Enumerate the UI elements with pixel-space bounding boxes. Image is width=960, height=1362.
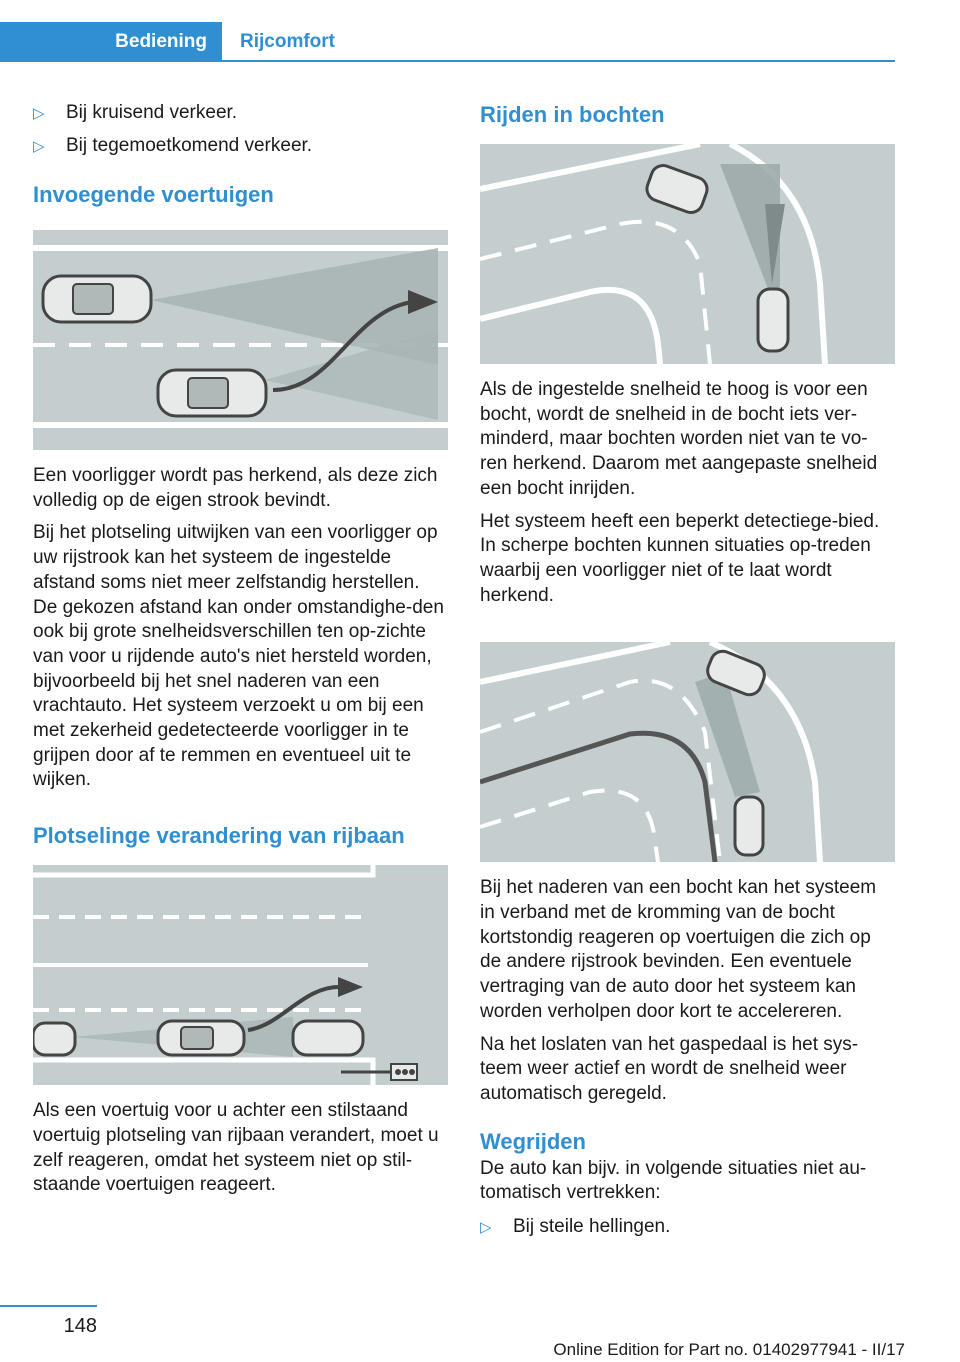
list-item-text: Bij kruisend verkeer. xyxy=(66,102,238,123)
bullet-triangle-icon: ▷ xyxy=(33,105,45,122)
footer-rule xyxy=(0,1305,97,1307)
header-rule xyxy=(222,60,895,62)
paragraph: Na het loslaten van het gaspedaal is het sys‐teem weer actief en wordt de snelheid weer automatisch geregeld. xyxy=(480,1033,859,1104)
tab-bediening[interactable]: Bediening xyxy=(0,22,222,62)
car-icon xyxy=(158,1021,244,1055)
car-icon xyxy=(758,289,788,351)
page-number: 148 xyxy=(63,1315,97,1337)
car-icon xyxy=(43,276,151,322)
car-icon xyxy=(293,1021,363,1055)
paragraph: De auto kan bijv. in volgende situaties niet au‐tomatisch vertrekken: xyxy=(480,1157,867,1204)
lane-change-figure xyxy=(33,865,448,1085)
list-item-text: Bij steile hellingen. xyxy=(513,1216,671,1238)
paragraph: Als de ingestelde snelheid te hoog is voor een bocht, wordt de snelheid in de bocht iets ver‐minderd, maar bochten worden niet van te vo‐ren herkend. Daarom met aangepaste snelheid een bocht inrijden. xyxy=(480,379,878,499)
paragraph: Een voorligger wordt pas herkend, als deze zich volledig op de eigen strook bevindt. xyxy=(33,465,438,511)
paragraph: Bij het naderen van een bocht kan het systeem in verband met de kromming van de bocht kortstondig reageren op voertuigen die zich op de andere rijstrook bevinden. Een eventuele vertraging van de auto door het systeem kan worden verholpen door kort te accelereren. xyxy=(480,877,877,1022)
paragraph: Als een voertuig voor u achter een stilstaand voertuig plotseling van rijbaan verandert, moet u zelf reageren, omdat het systeem niet op stil‐staande voertuigen reageert. xyxy=(33,1100,439,1196)
car-icon xyxy=(158,370,266,416)
bullet-triangle-icon: ▷ xyxy=(33,138,45,155)
edition-label: Online Edition for Part no. 01402977941 - II/17 xyxy=(553,1340,905,1359)
merging-vehicles-figure xyxy=(33,230,448,450)
paragraph: Bij het plotseling uitwijken van een voorligger op uw rijstrook kan het systeem de ingestelde afstand soms niet meer zelfstandig herstellen. De gekozen afstand kan onder omstandighe‐den ook bij grote snelheidsverschillen ten op‐zichte van voor u rijdende auto's niet hersteld worden, bijvoorbeeld bij het snel naderen van een vrachtauto. Het systeem verzoekt u om bij een met zekerheid gedetecteerde voorligger in te grijpen door af te remmen en eventueel uit te wijken. xyxy=(33,522,444,791)
section-heading: Wegrijden xyxy=(480,1128,586,1154)
section-heading: Rijden in bochten xyxy=(480,102,665,127)
list-item xyxy=(33,100,448,125)
paragraph: Het systeem heeft een beperkt detectiege‐bied. In scherpe bochten kunnen situaties op‐treden waarbij een voorligger niet of te laat wordt herkend. xyxy=(480,510,880,606)
list-item-text: Bij tegemoetkomend verkeer. xyxy=(66,135,313,156)
right-column xyxy=(480,100,895,1239)
bullet-triangle-icon: ▷ xyxy=(480,1219,492,1237)
car-icon xyxy=(33,1023,75,1055)
car-icon xyxy=(735,797,763,855)
tab-rijcomfort[interactable]: Rijcomfort xyxy=(240,31,335,52)
section-heading: Invoegende voertuigen xyxy=(33,182,274,207)
header-tabs xyxy=(0,0,895,62)
left-column xyxy=(33,100,448,1198)
curve-driving-figure xyxy=(480,144,895,364)
list-item xyxy=(480,1214,895,1239)
list-item xyxy=(33,133,448,158)
curve-adjacent-lane-figure xyxy=(480,642,895,862)
section-heading: Plotselinge verandering van rijbaan xyxy=(33,823,405,849)
